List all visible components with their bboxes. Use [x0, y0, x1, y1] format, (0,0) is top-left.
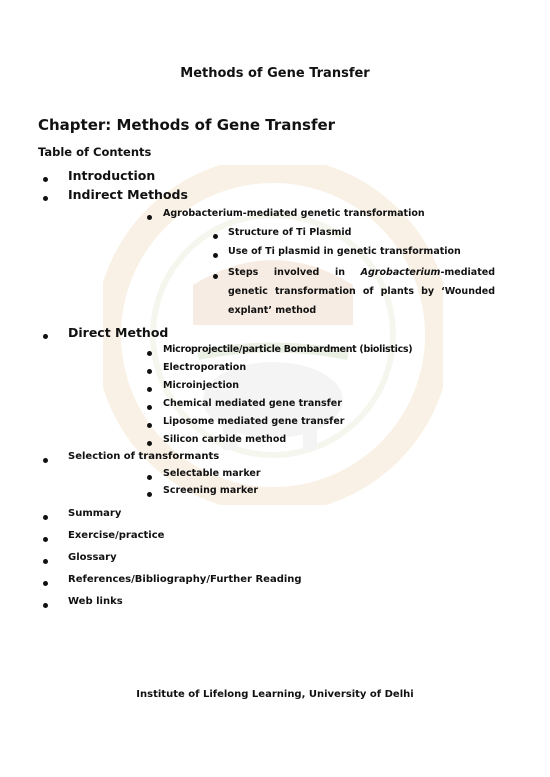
bullet	[147, 405, 152, 410]
bullet	[43, 515, 48, 520]
bullet	[213, 234, 218, 239]
bullet	[147, 387, 152, 392]
bullet	[213, 253, 218, 258]
steps-text: Steps involved in Agrobacterium-mediated genetic transformation of plants by ‘Wounded explant’ method	[228, 267, 495, 316]
bullet	[43, 334, 48, 339]
bullet	[147, 215, 152, 220]
chapter-heading: Chapter: Methods of Gene Transfer	[38, 116, 336, 134]
bullet	[43, 196, 48, 201]
bullet	[147, 475, 152, 480]
bullet	[43, 581, 48, 586]
bullet	[147, 351, 152, 356]
toc-heading: Table of Contents	[38, 145, 152, 159]
page-footer: Institute of Lifelong Learning, University of Delhi	[136, 689, 414, 700]
bullet	[147, 423, 152, 428]
bullet	[43, 603, 48, 608]
bullet	[147, 441, 152, 446]
bullet	[147, 369, 152, 374]
document-page: Methods of Gene Transfer Chapter: Methods of Gene Transfer Table of Contents Introduction Indirect Methods Agrobacterium-mediated genetic transformation Structure of Ti Plasmid Use of Ti plasmid in genetic transformation Steps involved in Agrobacterium-mediated genetic transformation of plants by ‘Wounded explant’ method Direct Method Microprojectile/particle Bombardment (biolistics) Electroporation Microinjection Chemical mediated gene transfer Liposome mediated gene transfer Silicon carbide method Selection of transformants Selectable marker Screening marker Summary Exercise/practice Glossary References/Bibliography/Further Reading Web links Institute of Lifelong Learning, University of Delhi	[0, 0, 550, 777]
bullet	[43, 559, 48, 564]
bullet	[213, 274, 218, 279]
page-title: Methods of Gene Transfer	[180, 66, 370, 81]
bullet	[43, 458, 48, 463]
bullet	[147, 492, 152, 497]
bullet	[43, 177, 48, 182]
bullet	[43, 537, 48, 542]
